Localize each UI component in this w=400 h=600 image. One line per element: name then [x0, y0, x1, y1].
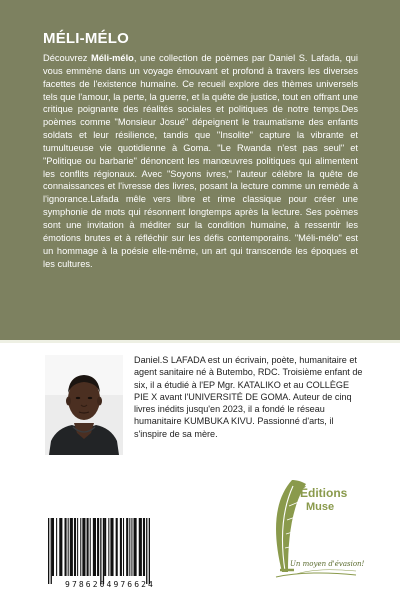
barcode-bar: [77, 518, 78, 576]
author-photo: [45, 355, 123, 455]
synopsis-title-bold: Méli-mélo: [90, 53, 134, 63]
barcode-guard-bar: [100, 518, 101, 584]
barcode-bar: [65, 518, 67, 576]
barcode-bar: [108, 518, 109, 576]
barcode-guard-bar: [103, 518, 104, 584]
barcode-bar: [104, 518, 106, 576]
publisher-name-line2: Muse: [306, 501, 335, 513]
barcode-bar: [143, 518, 145, 576]
barcode-bar: [70, 518, 73, 576]
barcode-guard-bar: [146, 518, 147, 584]
barcode-bar: [97, 518, 99, 576]
author-portrait-image: [45, 355, 123, 455]
barcode-bar: [116, 518, 118, 576]
book-title: MÉLI-MÉLO: [43, 30, 129, 47]
barcode-bar: [93, 518, 96, 576]
barcode-bar: [52, 518, 54, 576]
barcode-bar: [82, 518, 85, 576]
barcode-bar: [59, 518, 62, 576]
publisher-tagline: Un moyen d'évasion!: [290, 560, 365, 568]
book-synopsis: [43, 52, 358, 270]
barcode-bar: [120, 518, 122, 576]
barcode-bar: [68, 518, 69, 576]
barcode-bar: [74, 518, 76, 576]
barcode-bar: [87, 518, 89, 576]
author-biography: Daniel.S LAFADA est un écrivain, poète, humanitaire et agent sanitaire né à Butembo, RDC. Troisième enfant de six, il a étudié à l'EP Mgr. KATALIKO et au COLLÈGE PIE X avant l'UNIVERSITÉ DE GOMA. Auteur de cinq livres inédits jusqu'en 2023, il a fondé le réseau humanitaire KUMBUKA KIVU. Passionné d'arts, il s'inspire de sa mère.: [134, 355, 363, 439]
isbn-barcode: [44, 512, 176, 590]
barcode-guard-bar: [51, 518, 52, 584]
synopsis-body: , une collection de poèmes par Daniel S. Lafada, qui vous emmène dans un voyage émouvant et profond à travers les diverses facettes de l'existence humaine. Ce recueil explore des thèmes universels tels que l'amour, la perte, la guerre, et la quête de justice, tout en offrant une critique poignante des réalités sociales et politiques de notre temps.Des poèmes comme "Monsieur Josué" dépeignent le traumatisme des enfants soldats et leur résilience, tandis que "Insolite" capture la vibrante et tumultueuse vie quotidienne à Goma. "Le Rwanda n'est pas seul" et "Politique ou barbarie" dénoncent les manœuvres politiques qui alimentent les conflits régionaux. Avec "Soyons ivres," l'auteur célèbre la quête de connaissances et l'ivresse des livres, posant la lecture comme un remède à l'ignorance.Lafada mêle vers libre et rime classique pour créer une symphonie de mots qui résonnent longtemps après la lecture. Ses poèmes sont une invitation à méditer sur la condition humaine, à ressentir les émotions brutes et à réfléchir sur les défis contemporains. "Méli-mélo" est un hommage à la poésie elle-même, un art qui transcende les époques et les cultures.: [43, 53, 358, 269]
barcode-bar: [131, 518, 132, 576]
publisher-name-line1: Éditions: [300, 486, 348, 500]
barcode-guard-bar: [48, 518, 49, 584]
barcode-bar: [134, 518, 137, 576]
barcode-bar: [139, 518, 142, 576]
synopsis-intro: Découvrez: [43, 53, 91, 63]
barcode-guard-bar: [149, 518, 150, 584]
barcode-bar: [80, 518, 81, 576]
publisher-logo: [268, 476, 365, 586]
barcode-bar: [129, 518, 130, 576]
isbn-number: 9786204976624: [65, 580, 155, 589]
barcode-bar: [56, 518, 57, 576]
barcode-bar: [123, 518, 124, 576]
barcode-bar: [110, 518, 113, 576]
barcode-bar: [90, 518, 91, 576]
barcode-bar: [126, 518, 128, 576]
